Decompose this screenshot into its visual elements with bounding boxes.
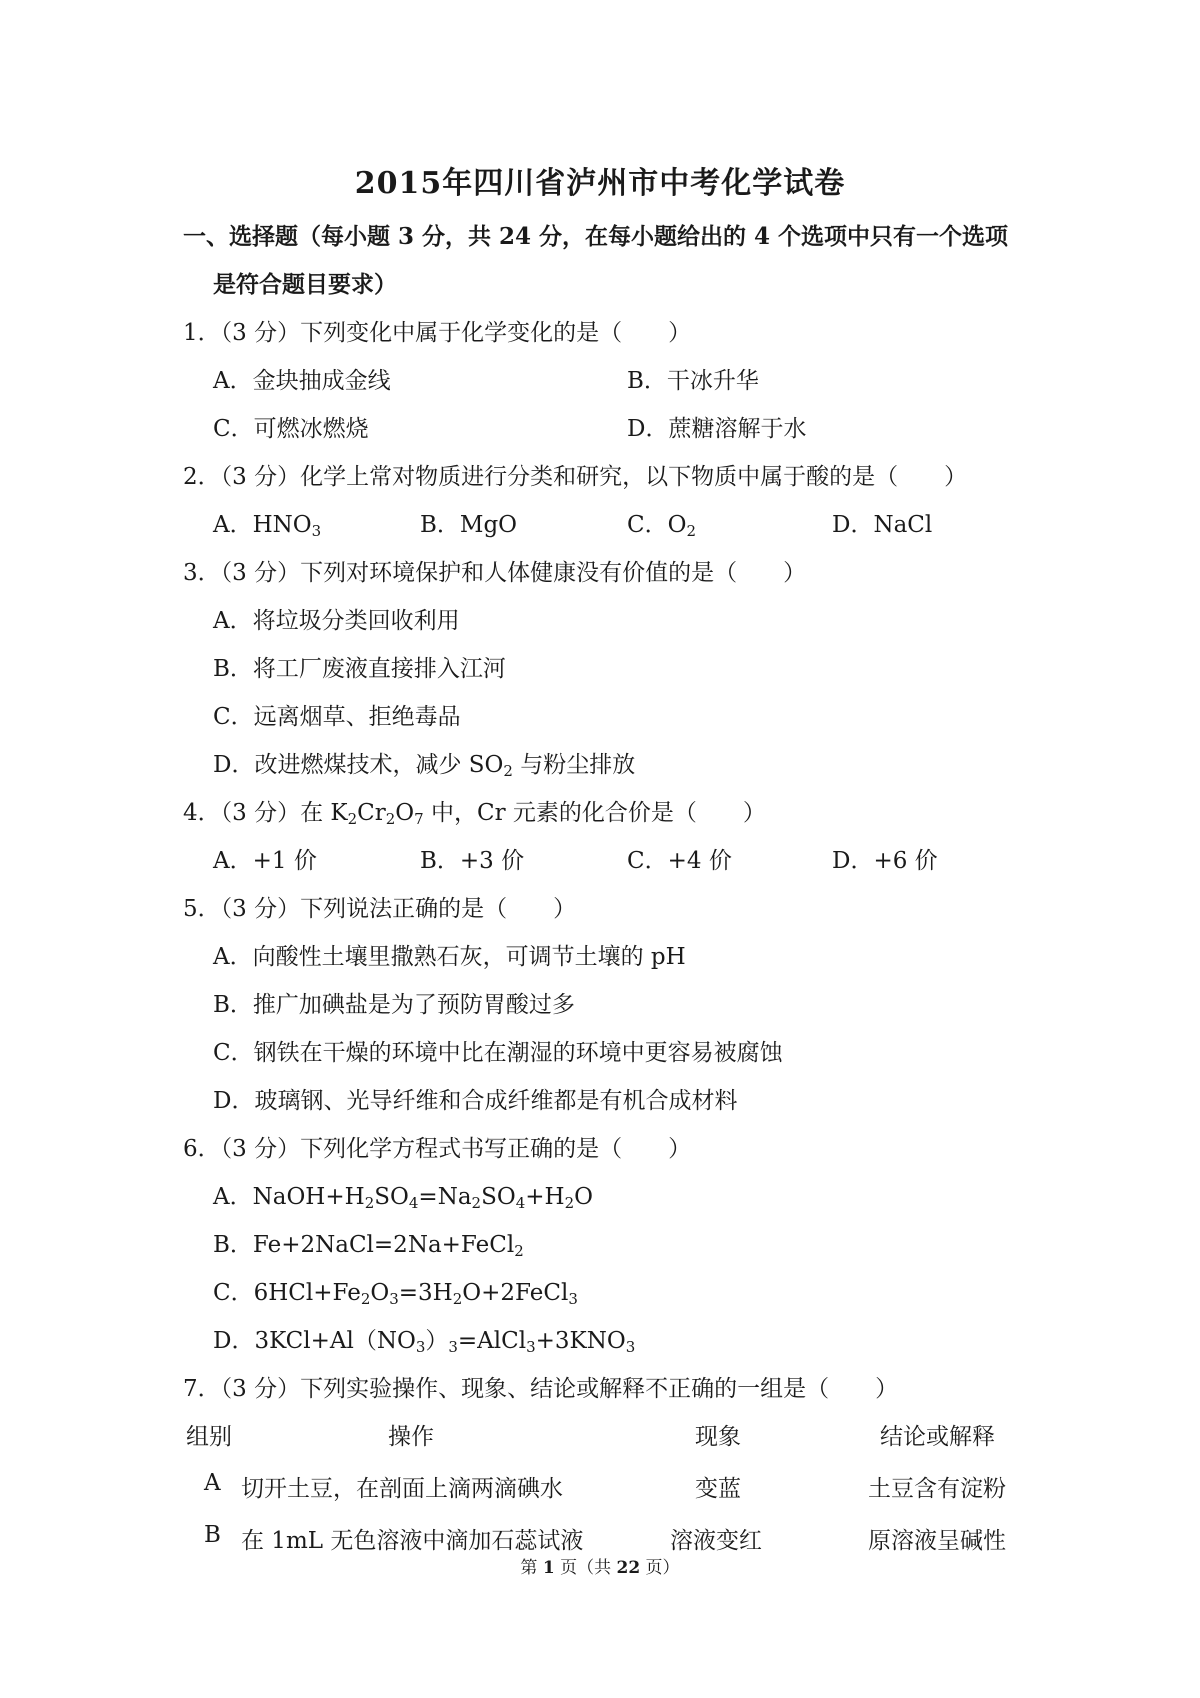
table-row-a-phenomenon: 变蓝 bbox=[695, 1476, 741, 1502]
question-2-stem: 2．（3 分）化学上常对物质进行分类和研究，以下物质中属于酸的是（ ） bbox=[183, 464, 968, 490]
table-header-phenomenon: 现象 bbox=[695, 1424, 741, 1450]
question-1-option-a: A．金块抽成金线 bbox=[213, 368, 391, 394]
question-1-option-b: B．干冰升华 bbox=[627, 368, 759, 394]
question-4-option-c: C．+4 价 bbox=[627, 848, 732, 874]
question-3-stem: 3．（3 分）下列对环境保护和人体健康没有价值的是（ ） bbox=[183, 560, 807, 586]
question-1-option-d: D．蔗糖溶解于水 bbox=[627, 416, 807, 442]
question-5-stem: 5．（3 分）下列说法正确的是（ ） bbox=[183, 896, 577, 922]
question-3-option-b: B．将工厂废液直接排入江河 bbox=[213, 656, 506, 682]
question-5-option-b: B．推广加碘盐是为了预防胃酸过多 bbox=[213, 992, 575, 1018]
question-5-option-d: D．玻璃钢、光导纤维和合成纤维都是有机合成材料 bbox=[213, 1088, 738, 1114]
question-6-stem: 6．（3 分）下列化学方程式书写正确的是（ ） bbox=[183, 1136, 692, 1162]
section-heading-line2: 是符合题目要求） bbox=[213, 271, 397, 298]
question-2-option-d: D．NaCl bbox=[832, 512, 933, 538]
question-5-option-a: A．向酸性土壤里撒熟石灰，可调节土壤的 pH bbox=[213, 944, 686, 970]
question-1-stem: 1．（3 分）下列变化中属于化学变化的是（ ） bbox=[183, 320, 692, 346]
table-row-a-operation: 切开土豆，在剖面上滴两滴碘水 bbox=[241, 1476, 563, 1502]
table-header-operation: 操作 bbox=[388, 1424, 434, 1450]
question-2-option-b: B．MgO bbox=[420, 512, 518, 538]
question-6-option-c: C．$6HCl+Fe_2O_3=3H_2O+2FeCl_3$ bbox=[213, 1280, 578, 1308]
section-heading-line1: 一、选择题（每小题 3 分，共 24 分，在每小题给出的 4 个选项中只有一个选项 bbox=[183, 223, 1009, 250]
page-title: 2015年四川省泸州市中考化学试卷 bbox=[354, 166, 846, 201]
question-6-option-b: B．Fe+2NaCl=2Na+FeCl$_2$ bbox=[213, 1232, 524, 1260]
question-5-option-c: C．钢铁在干燥的环境中比在潮湿的环境中更容易被腐蚀 bbox=[213, 1040, 783, 1066]
table-header-group: 组别 bbox=[186, 1424, 232, 1450]
question-3-option-c: C．远离烟草、拒绝毒品 bbox=[213, 704, 461, 730]
table-row-b-conclusion: 原溶液呈碱性 bbox=[868, 1528, 1006, 1554]
question-2-option-a: A．$HNO_3$ bbox=[213, 512, 322, 540]
table-row-b-operation: 在 1mL 无色溶液中滴加石蕊试液 bbox=[241, 1528, 584, 1554]
question-4-option-a: A．+1 价 bbox=[213, 848, 317, 874]
page-footer: 第 1 页（共 22 页） bbox=[520, 1558, 680, 1578]
table-row-b-phenomenon: 溶液变红 bbox=[670, 1528, 762, 1554]
table-row-a-conclusion: 土豆含有淀粉 bbox=[868, 1476, 1006, 1502]
question-4-option-b: B．+3 价 bbox=[420, 848, 525, 874]
question-4-stem: 4．（3 分）在 $K_2Cr_2O_7$ 中，Cr 元素的化合价是（ ） bbox=[183, 800, 766, 828]
table-row-b-group: B bbox=[204, 1522, 221, 1548]
question-3-option-a: A．将垃圾分类回收利用 bbox=[213, 608, 460, 634]
question-2-option-c: C．$O_2$ bbox=[627, 512, 697, 540]
question-7-stem: 7．（3 分）下列实验操作、现象、结论或解释不正确的一组是（ ） bbox=[183, 1376, 899, 1402]
table-row-a-group: A bbox=[204, 1470, 221, 1496]
question-6-option-a: A．$NaOH+H_2SO_4=Na_2SO_4+H_2O$ bbox=[213, 1184, 593, 1212]
table-header-conclusion: 结论或解释 bbox=[880, 1424, 995, 1450]
question-3-option-d: D．改进燃煤技术，减少 $SO_2$ 与粉尘排放 bbox=[213, 752, 636, 780]
question-1-option-c: C．可燃冰燃烧 bbox=[213, 416, 369, 442]
question-4-option-d: D．+6 价 bbox=[832, 848, 938, 874]
question-6-option-d: D．$3KCl+Al(NO_3)_3=AlCl_3+3KNO_3$ bbox=[213, 1328, 636, 1356]
